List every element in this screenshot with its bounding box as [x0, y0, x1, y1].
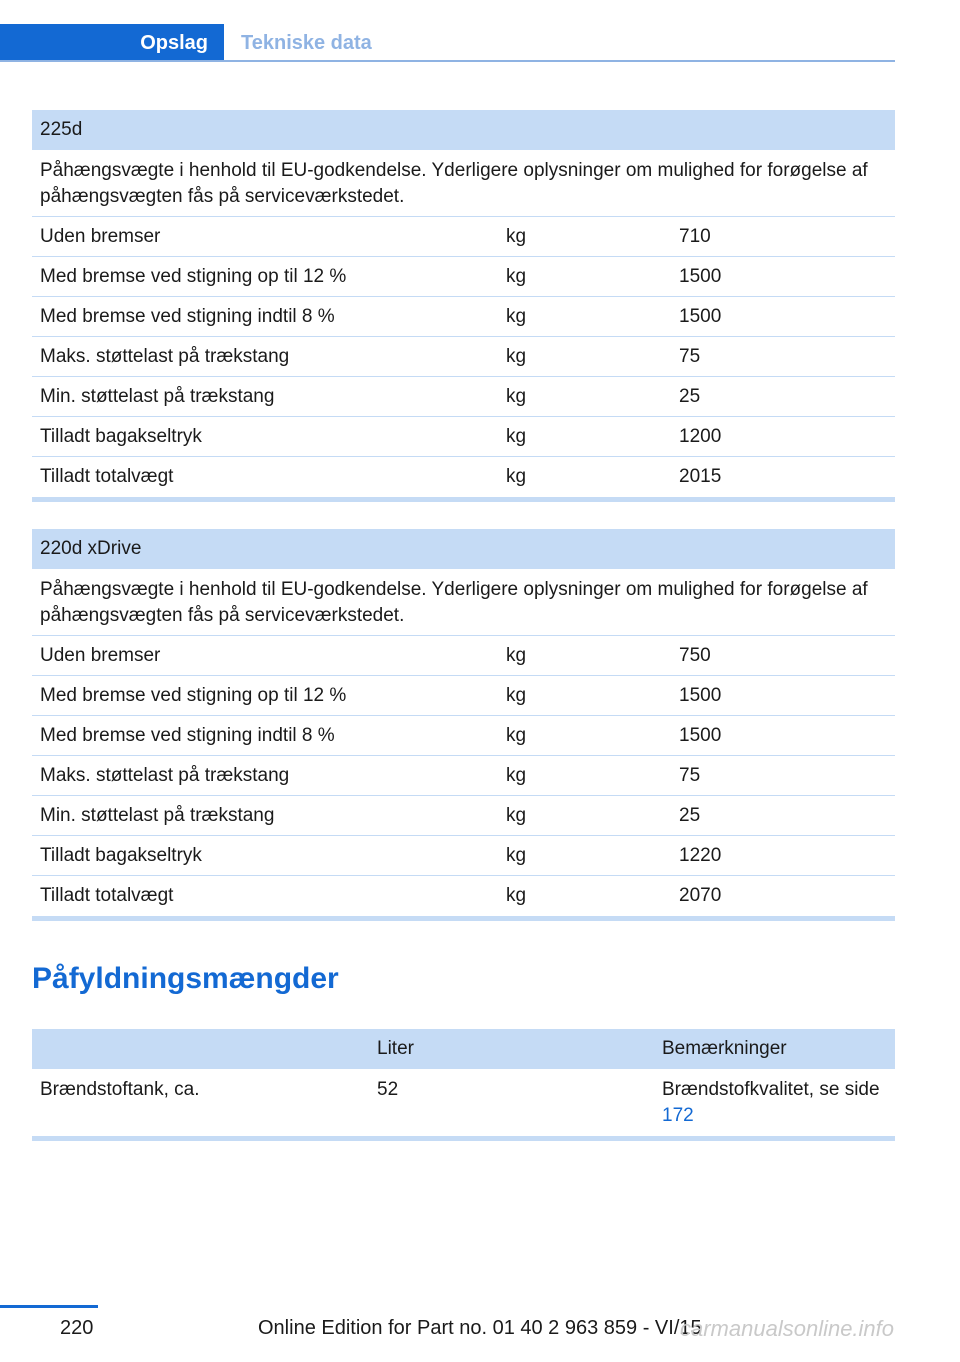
row-label: Min. støttelast på trækstang: [40, 385, 275, 407]
row-value: 75: [679, 764, 701, 786]
edition-line: Online Edition for Part no. 01 40 2 963 859 - VI/15: [258, 1317, 702, 1339]
row-liter: 52: [377, 1079, 399, 1100]
table-note: Påhængsvægte i henhold til EU-godkendelse. Yderligere oplysninger om mulighed for forøgelse af påhængsvægten fås på serviceværkstedet.: [32, 569, 895, 636]
table-end-rule: [32, 497, 895, 502]
row-value: 1220: [679, 844, 722, 866]
row-unit: kg: [506, 804, 527, 826]
row-value: 1500: [679, 305, 722, 327]
row-value: 1500: [679, 724, 722, 746]
table-row: [32, 636, 895, 676]
table-row: [32, 417, 895, 457]
row-label: Maks. støttelast på trækstang: [40, 345, 290, 367]
row-note-text: Brændstofkvalitet, se side: [662, 1079, 880, 1100]
table-header: [32, 1029, 895, 1069]
tab-opslag[interactable]: [0, 24, 224, 62]
row-label: Tilladt bagakseltryk: [40, 425, 202, 447]
header-tabbar: [0, 24, 895, 62]
row-unit: kg: [506, 684, 527, 706]
table-row: [32, 876, 895, 916]
table-row: [32, 457, 895, 497]
page-link[interactable]: 172: [662, 1105, 694, 1126]
table-row: [32, 676, 895, 716]
header-liter: Liter: [377, 1038, 414, 1059]
row-label: Maks. støttelast på trækstang: [40, 764, 290, 786]
row-value: 1500: [679, 265, 722, 287]
row-label: Brændstoftank, ca.: [40, 1079, 200, 1100]
row-value: 2015: [679, 466, 722, 487]
trailer-load-table-225d: [32, 110, 895, 502]
table-row: [32, 756, 895, 796]
row-note: [662, 1077, 895, 1129]
row-unit: kg: [506, 385, 527, 407]
page-number: 220: [60, 1317, 94, 1339]
row-label: Med bremse ved stigning indtil 8 %: [40, 724, 335, 746]
row-unit: kg: [506, 305, 527, 327]
header-divider: [0, 60, 895, 62]
row-unit: kg: [506, 844, 527, 866]
row-value: 25: [679, 804, 701, 826]
model-name: 220d xDrive: [40, 538, 142, 559]
table-end-rule: [32, 916, 895, 921]
row-unit: kg: [506, 265, 527, 287]
table-row: [32, 217, 895, 257]
watermark: carmanualsonline.info: [680, 1316, 895, 1341]
row-unit: kg: [506, 724, 527, 746]
table-header: [32, 529, 895, 569]
row-value: 1200: [679, 425, 722, 447]
row-label: Tilladt bagakseltryk: [40, 844, 202, 866]
table-row: [32, 377, 895, 417]
table-end-rule: [32, 1136, 895, 1141]
row-unit: kg: [506, 425, 527, 447]
table-row: [32, 337, 895, 377]
table-row: [32, 257, 895, 297]
table-row: [32, 1069, 895, 1136]
header-notes: Bemærkninger: [662, 1038, 787, 1059]
row-label: Med bremse ved stigning op til 12 %: [40, 684, 347, 706]
row-value: 710: [679, 225, 711, 247]
fill-quantities-table: [32, 1029, 895, 1141]
row-unit: kg: [506, 225, 527, 247]
row-label: Tilladt totalvægt: [40, 466, 174, 487]
tab-tekniske-data[interactable]: [241, 24, 372, 62]
table-row: [32, 716, 895, 756]
row-value: 750: [679, 644, 711, 666]
row-unit: kg: [506, 764, 527, 786]
table-note: Påhængsvægte i henhold til EU-godkendelse. Yderligere oplysninger om mulighed for forøgelse af påhængsvægten fås på serviceværkstedet.: [32, 150, 895, 217]
row-unit: kg: [506, 885, 527, 906]
footer-rule: [0, 1305, 98, 1308]
table-header: [32, 110, 895, 150]
row-label: Uden bremser: [40, 225, 161, 247]
row-label: Uden bremser: [40, 644, 161, 666]
row-value: 1500: [679, 684, 722, 706]
row-label: Tilladt totalvægt: [40, 885, 174, 906]
table-row: [32, 836, 895, 876]
table-row: [32, 297, 895, 337]
row-unit: kg: [506, 644, 527, 666]
tab-opslag-label: Opslag: [140, 31, 208, 54]
model-name: 225d: [40, 119, 83, 140]
trailer-load-table-220d-xdrive: [32, 529, 895, 921]
row-label: Med bremse ved stigning indtil 8 %: [40, 305, 335, 327]
row-unit: kg: [506, 345, 527, 367]
row-value: 2070: [679, 885, 722, 906]
row-unit: kg: [506, 466, 527, 487]
table-row: [32, 796, 895, 836]
row-value: 75: [679, 345, 701, 367]
row-label: Med bremse ved stigning op til 12 %: [40, 265, 347, 287]
section-title: Påfyldningsmængder: [32, 962, 339, 995]
row-value: 25: [679, 385, 701, 407]
row-label: Min. støttelast på trækstang: [40, 804, 275, 826]
tab-tekniske-data-label: Tekniske data: [241, 31, 372, 54]
